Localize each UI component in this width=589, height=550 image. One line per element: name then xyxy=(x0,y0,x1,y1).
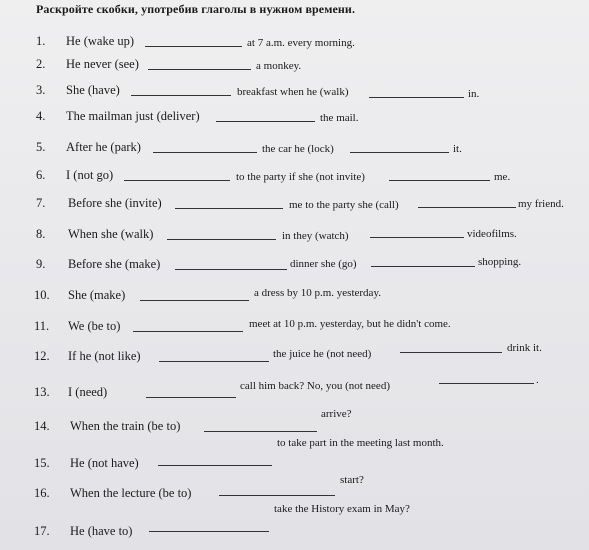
item-number: 7. xyxy=(36,196,46,210)
answer-blank[interactable] xyxy=(146,397,236,398)
item-text: He (wake up) xyxy=(66,34,135,48)
item-number: 5. xyxy=(36,140,46,154)
answer-blank[interactable] xyxy=(149,531,269,532)
item-number: 4. xyxy=(36,109,46,123)
item-text: videofilms. xyxy=(467,228,517,240)
item-text: The mailman just (deliver) xyxy=(66,109,200,123)
item-number: 10. xyxy=(34,288,50,302)
page-title: Раскройте скобки, употребив глаголы в нужном времени. xyxy=(36,2,356,16)
answer-blank[interactable] xyxy=(400,352,502,353)
item-text: breakfast when he (walk) xyxy=(237,86,349,98)
item-text: to the party if she (not invite) xyxy=(236,171,365,183)
item-text: She (make) xyxy=(68,288,126,302)
item-text: a monkey. xyxy=(256,60,302,72)
item-text: drink it. xyxy=(507,342,542,354)
item-text: dinner she (go) xyxy=(290,258,357,270)
item-text: . xyxy=(536,374,539,386)
item-text: the mail. xyxy=(320,112,359,124)
item-text: I (not go) xyxy=(66,168,114,182)
answer-blank[interactable] xyxy=(158,465,272,466)
item-text: He (have to) xyxy=(70,524,133,538)
answer-blank[interactable] xyxy=(133,331,243,332)
answer-blank[interactable] xyxy=(145,46,242,47)
item-text: a dress by 10 p.m. yesterday. xyxy=(254,287,381,299)
item-text: When the train (be to) xyxy=(70,419,181,433)
answer-blank[interactable] xyxy=(216,121,315,122)
item-text: Before she (make) xyxy=(68,257,161,271)
answer-blank[interactable] xyxy=(131,95,231,96)
answer-blank[interactable] xyxy=(204,431,317,432)
answer-blank[interactable] xyxy=(167,239,276,240)
item-text: I (need) xyxy=(68,385,108,399)
answer-blank[interactable] xyxy=(159,361,269,362)
item-text: my friend. xyxy=(518,198,564,210)
answer-blank[interactable] xyxy=(371,266,475,267)
item-text: call him back? No, you (not need) xyxy=(240,380,390,392)
answer-blank[interactable] xyxy=(369,97,464,98)
item-number: 16. xyxy=(34,486,50,500)
answer-blank[interactable] xyxy=(350,152,449,153)
item-number: 15. xyxy=(34,456,50,470)
answer-blank[interactable] xyxy=(370,237,464,238)
item-number: 13. xyxy=(34,385,50,399)
item-text: the juice he (not need) xyxy=(273,348,372,360)
item-text: He never (see) xyxy=(66,57,139,71)
answer-blank[interactable] xyxy=(219,495,335,496)
item-text: After he (park) xyxy=(66,140,141,154)
item-text: in they (watch) xyxy=(282,230,349,242)
item-text: meet at 10 p.m. yesterday, but he didn't come. xyxy=(249,318,451,330)
item-number: 3. xyxy=(36,83,46,97)
item-text: We (be to) xyxy=(68,319,121,333)
item-text: Before she (invite) xyxy=(68,196,162,210)
item-text: take the History exam in May? xyxy=(274,503,410,515)
item-text: If he (not like) xyxy=(68,349,141,363)
item-text: She (have) xyxy=(66,83,120,97)
item-number: 17. xyxy=(34,524,50,538)
item-text: shopping. xyxy=(478,256,522,268)
item-text: at 7 a.m. every morning. xyxy=(247,37,355,49)
item-text: me to the party she (call) xyxy=(289,199,399,211)
item-text: When the lecture (be to) xyxy=(70,486,192,500)
item-number: 1. xyxy=(36,34,46,48)
item-number: 11. xyxy=(34,319,50,333)
item-text: me. xyxy=(494,171,511,183)
answer-blank[interactable] xyxy=(389,180,490,181)
item-text: He (not have) xyxy=(70,456,139,470)
answer-blank[interactable] xyxy=(140,300,249,301)
item-text: arrive? xyxy=(321,408,352,420)
item-number: 9. xyxy=(36,257,46,271)
item-number: 14. xyxy=(34,419,50,433)
item-number: 12. xyxy=(34,349,50,363)
answer-blank[interactable] xyxy=(153,152,257,153)
item-text: the car he (lock) xyxy=(262,143,334,155)
item-text: it. xyxy=(453,143,462,155)
answer-blank[interactable] xyxy=(175,208,283,209)
item-number: 2. xyxy=(36,57,46,71)
item-text: to take part in the meeting last month. xyxy=(277,437,444,449)
answer-blank[interactable] xyxy=(175,269,287,270)
answer-blank[interactable] xyxy=(439,383,534,384)
item-number: 6. xyxy=(36,168,46,182)
item-number: 8. xyxy=(36,227,46,241)
answer-blank[interactable] xyxy=(148,69,251,70)
answer-blank[interactable] xyxy=(418,207,516,208)
item-text: When she (walk) xyxy=(68,227,154,241)
item-text: start? xyxy=(340,474,364,486)
answer-blank[interactable] xyxy=(124,180,230,181)
item-text: in. xyxy=(468,88,480,100)
